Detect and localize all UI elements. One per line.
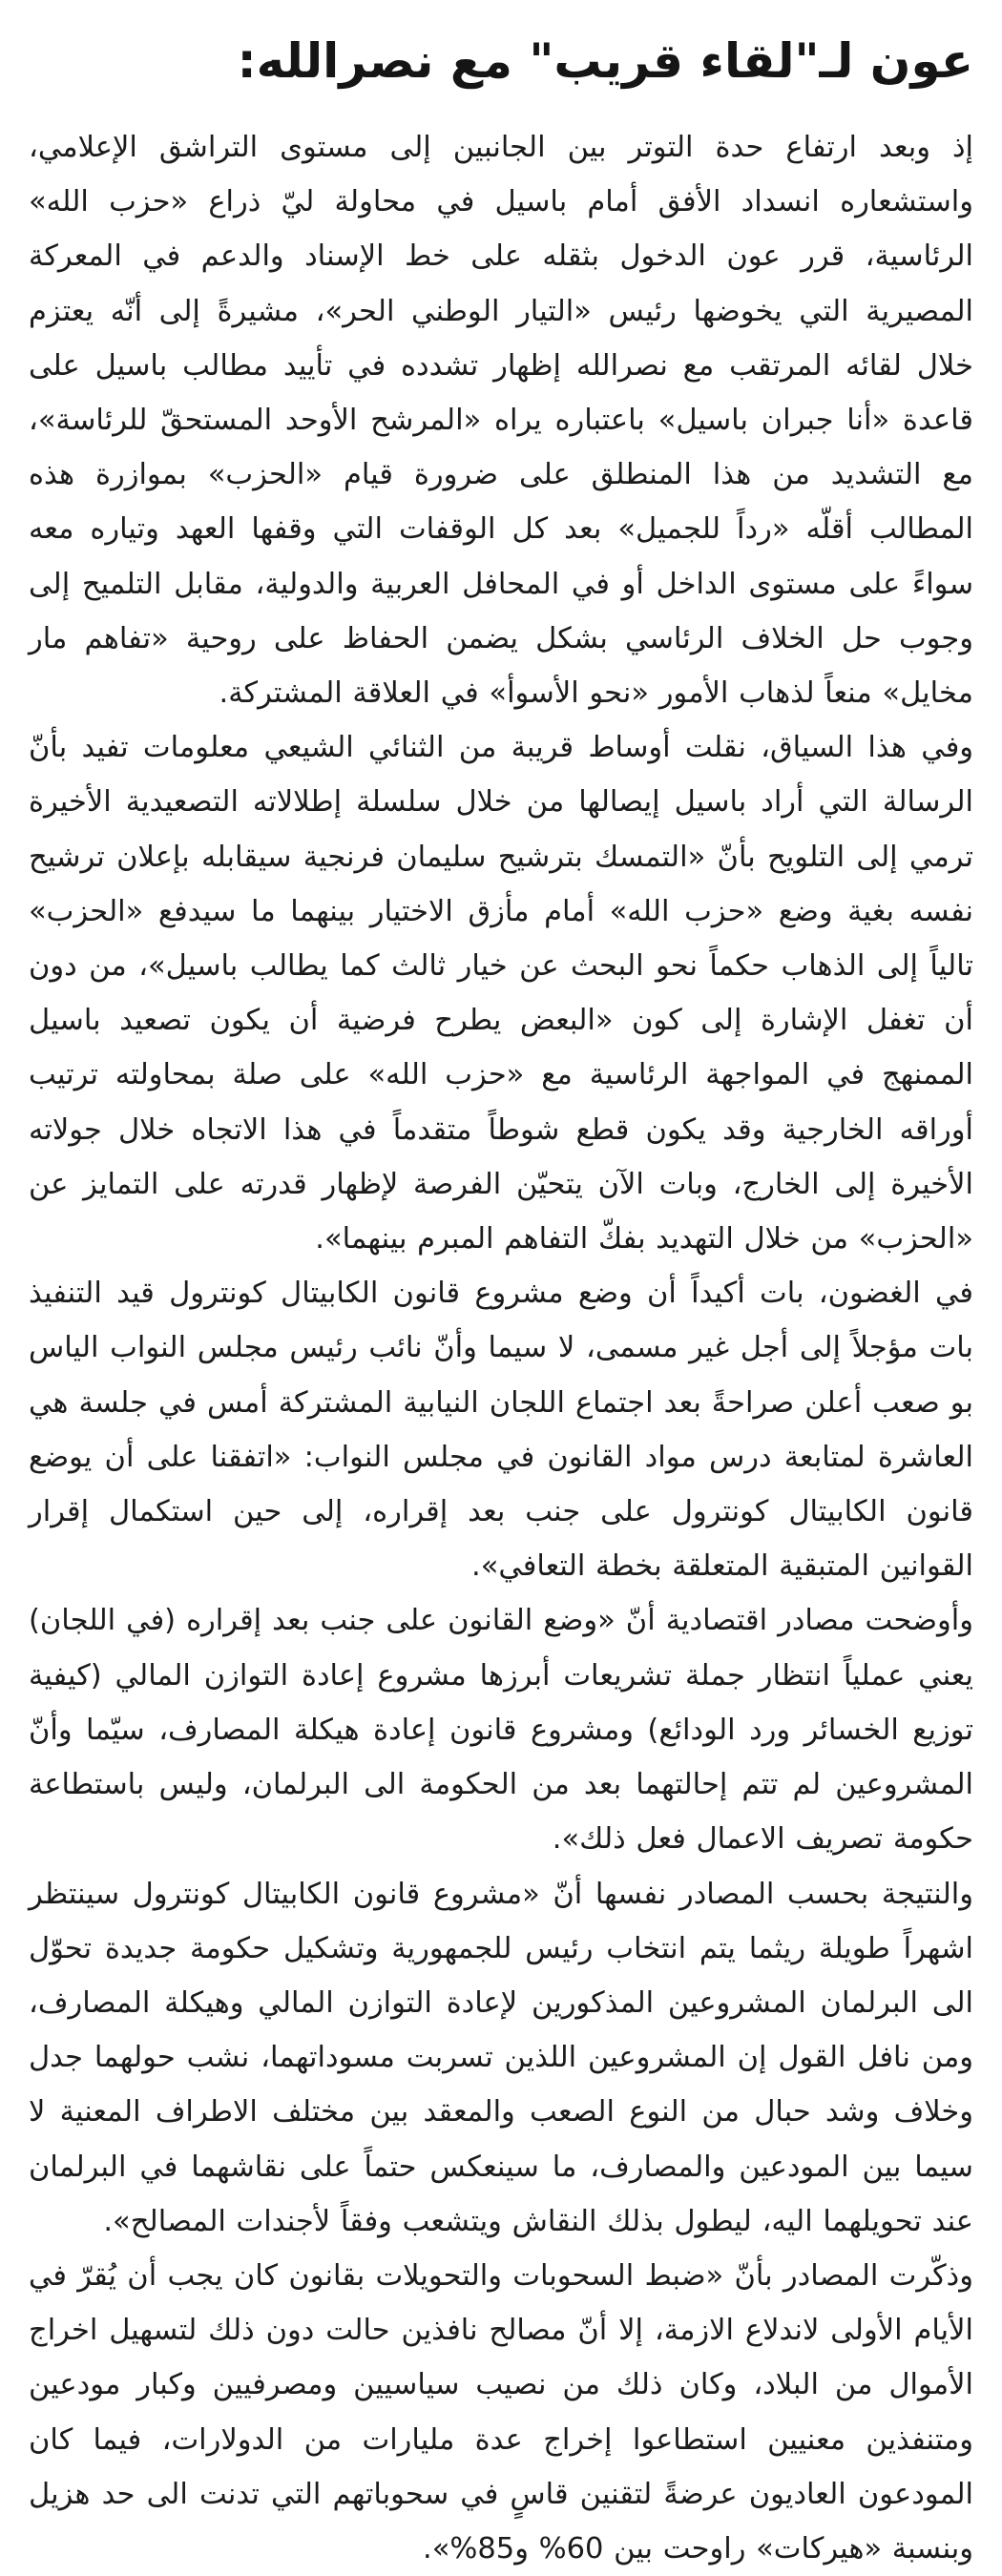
- article-paragraph: إذ وبعد ارتفاع حدة التوتر بين الجانبين إلى مستوى التراشق الإعلامي، واستشعاره انسداد الأفق أمام باسيل في محاولة ليّ ذراع «حزب الله» الرئاسية، قرر عون الدخول بثقله على خط الإسناد والدعم في المعركة المصيرية التي يخوضها رئيس «التيار الوطني الحر»، مشيرةً إلى أنّه يعتزم خلال لقائه المرتقب مع نصرالله إظهار تشدده في تأييد مطالب باسيل على قاعدة «أنا جبران باسيل» باعتباره يراه «المرشح الأوحد المستحقّ للرئاسة»، مع التشديد من هذا المنطلق على ضرورة قيام «الحزب» بموازرة هذه المطالب أقلّه «رداً للجميل» بعد كل الوقفات التي وقفها العهد وتياره معه سواءً على مستوى الداخل أو في المحافل العربية والدولية، مقابل التلميح إلى وجوب حل الخلاف الرئاسي بشكل يضمن الحفاظ على روحية «تفاهم مار مخايل» منعاً لذهاب الأمور «نحو الأسوأ» في العلاقة المشتركة.: [29, 131, 973, 711]
- article-paragraph: والنتيجة بحسب المصادر نفسها أنّ «مشروع قانون الكابيتال كونترول سينتظر اشهراً طويلة ريثما يتم انتخاب رئيس للجمهورية وتشكيل حكومة جديدة تحوّل الى البرلمان المشروعين المذكورين لإعادة التوازن المالي وهيكلة المصارف، ومن نافل القول إن المشروعين اللذين تسربت مسوداتهما، نشب حولهما جدل وخلاف وشد حبال من النوع الصعب والمعقد بين مختلف الاطراف المعنية لا سيما بين المودعين والمصارف، ما سينعكس حتماً على نقاشهما في البرلمان عند تحويلهما اليه، ليطول بذلك النقاش ويتشعب وفقاً لأجندات المصالح».: [29, 1877, 973, 2238]
- article-paragraph: وذكّرت المصادر بأنّ «ضبط السحوبات والتحويلات بقانون كان يجب أن يُقرّ في الأيام الأولى لاندلاع الازمة، إلا أنّ مصالح نافذين حالت دون ذلك لتسهيل اخراج الأموال من البلاد، وكان ذلك من نصيب سياسيين ومصرفيين وكبار مودعين ومتنفذين معنيين استطاعوا إخراج عدة مليارات من الدولارات، فيما كان المودعون العاديون عرضةً لتقنين قاسٍ في سحوباتهم التي تدنت الى حد هزيل وبنسبة «هيركات» راوحت بين 60% و85%».: [29, 2258, 973, 2566]
- article-paragraph: وفي هذا السياق، نقلت أوساط قريبة من الثنائي الشيعي معلومات تفيد بأنّ الرسالة التي أراد باسيل إيصالها من خلال سلسلة إطلالاته التصعيدية الأخيرة ترمي إلى التلويح بأنّ «التمسك بترشيح سليمان فرنجية سيقابله بإعلان ترشيح نفسه بغية وضع «حزب الله» أمام مأزق الاختيار بينهما ما سيدفع «الحزب» تالياً إلى الذهاب حكماً نحو البحث عن خيار ثالث كما يطالب باسيل»، من دون أن تغفل الإشارة إلى كون «البعض يطرح فرضية أن يكون تصعيد باسيل الممنهج في المواجهة الرئاسية مع «حزب الله» على صلة بمحاولته ترتيب أوراقه الخارجية وقد يكون قطع شوطاً متقدماً في هذا الاتجاه خلال جولاته الأخيرة إلى الخارج، وبات الآن يتحيّن الفرصة لإظهار قدرته على التمايز عن «الحزب» من خلال التهديد بفكّ التفاهم المبرم بينهما».: [29, 731, 973, 1257]
- article-paragraph: في الغضون، بات أكيداً أن وضع مشروع قانون الكابيتال كونترول قيد التنفيذ بات مؤجلاً إلى أجل غير مسمى، لا سيما وأنّ نائب رئيس مجلس النواب الياس بو صعب أعلن صراحةً بعد اجتماع اللجان النيابية المشتركة أمس في جلسة هي العاشرة لمتابعة درس مواد القانون في مجلس النواب: «اتفقنا على أن يوضع قانون الكابيتال كونترول على جنب بعد إقراره، إلى حين استكمال إقرار القوانين المتبقية المتعلقة بخطة التعافي».: [29, 1277, 973, 1584]
- article-paragraph: وأوضحت مصادر اقتصادية أنّ «وضع القانون على جنب بعد إقراره (في اللجان) يعني عملياً انتظار جملة تشريعات أبرزها مشروع إعادة التوازن المالي (كيفية توزيع الخسائر ورد الودائع) ومشروع قانون إعادة هيكلة المصارف، سيّما وأنّ المشروعين لم تتم إحالتهما بعد من الحكومة الى البرلمان، وليس باستطاعة حكومة تصريف الاعمال فعل ذلك».: [29, 1604, 973, 1857]
- article-headline: عون لـ"لقاء قريب" مع نصرالله:: [237, 33, 973, 89]
